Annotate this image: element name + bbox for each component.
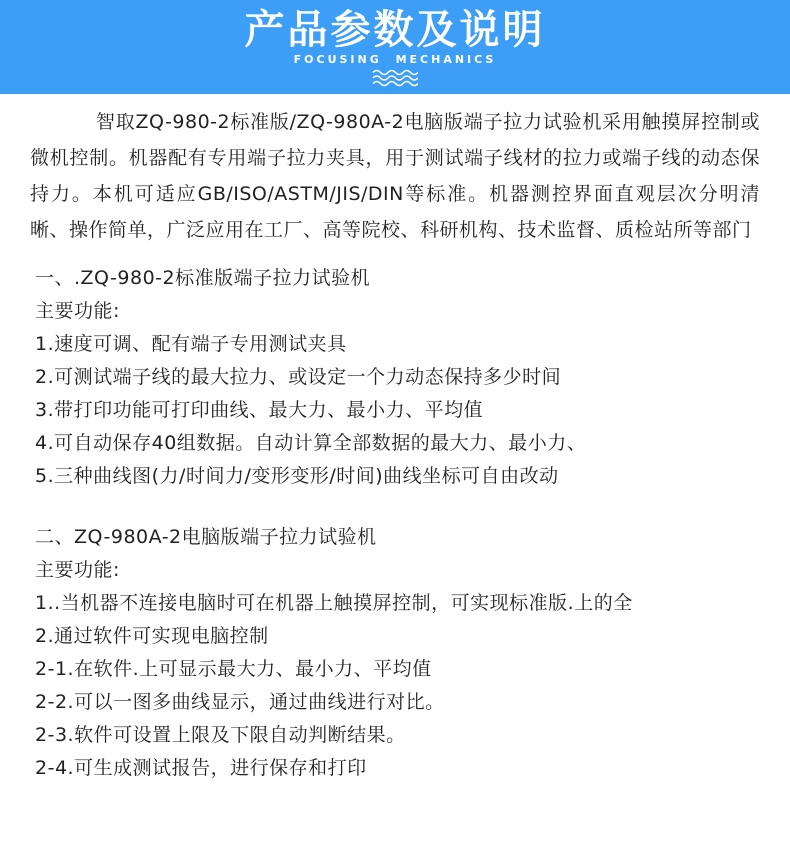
section-standard-version	[30, 262, 760, 493]
feature-line: 4.可自动保存40组数据。自动计算全部数据的最大力、最小力、	[35, 432, 587, 454]
feature-line: 2-3.软件可设置上限及下限自动判断结果。	[35, 724, 406, 746]
section-1-heading: 一、.ZQ-980-2标准版端子拉力试验机	[35, 267, 371, 289]
intro-paragraph: 智取ZQ-980-2标准版/ZQ-980A-2电脑版端子拉力试验机采用触摸屏控制或微机控制。机器配有专用端子拉力夹具，用于测试端子线材的拉力或端子线的动态保持力。本机可适应GB/ISO/ASTM/JIS/DIN等标准。机器测控界面直观层次分明清晰、操作简单，广泛应用在工厂、高等院校、科研机构、技术监督、质检站所等部门	[30, 111, 760, 241]
section-2-heading: 二、ZQ-980A-2电脑版端子拉力试验机	[35, 526, 377, 548]
feature-line: 3.带打印功能可打印曲线、最大力、最小力、平均值	[35, 399, 484, 421]
waves-icon	[0, 69, 790, 87]
feature-line: 1..当机器不连接电脑时可在机器上触摸屏控制，可实现标准版.上的全	[35, 592, 633, 614]
section-2-subheading: 主要功能:	[35, 559, 120, 581]
header-subtitle: FOCUSING MECHANICS	[293, 53, 497, 66]
feature-line: 5.三种曲线图(力/时间力/变形变形/时间)曲线坐标可自由改动	[35, 465, 559, 487]
feature-line: 2.通过软件可实现电脑控制	[35, 625, 269, 647]
section-computer-version	[30, 521, 760, 785]
page-title: 产品参数及说明	[244, 7, 546, 53]
description-content	[0, 94, 790, 785]
feature-line: 2-4.可生成测试报告，进行保存和打印	[35, 757, 367, 779]
feature-line: 1.速度可调、配有端子专用测试夹具	[35, 333, 347, 355]
feature-line: 2-1.在软件.上可显示最大力、最小力、平均值	[35, 658, 432, 680]
feature-line: 2-2.可以一图多曲线显示，通过曲线进行对比。	[35, 691, 445, 713]
header-banner	[0, 0, 790, 94]
section-1-subheading: 主要功能:	[35, 300, 120, 322]
feature-line: 2.可测试端子线的最大拉力、或设定一个力动态保持多少时间	[35, 366, 562, 388]
